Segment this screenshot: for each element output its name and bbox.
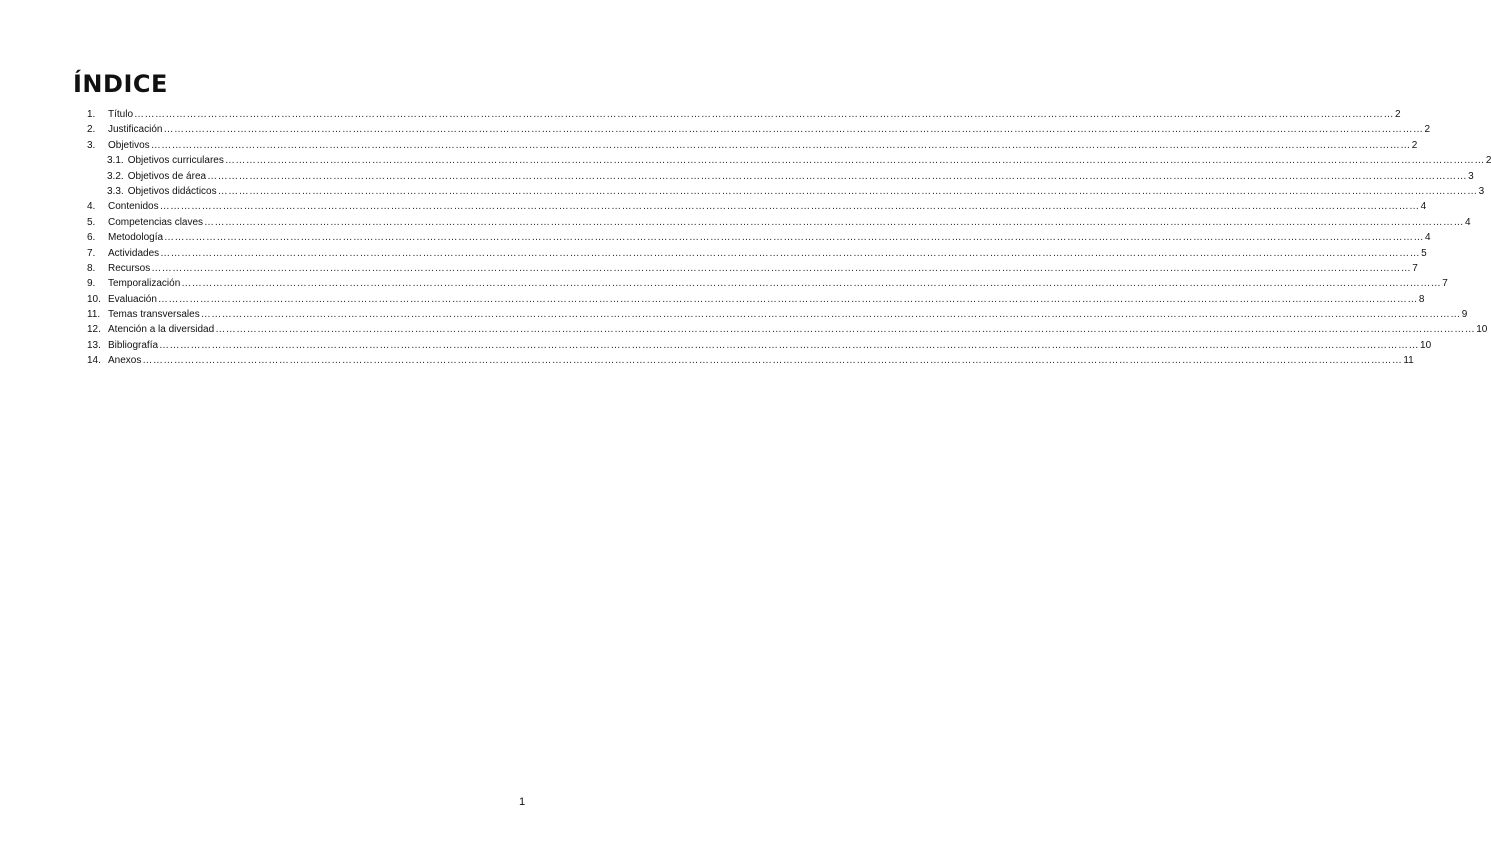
toc-entry-page: 10	[1420, 339, 1432, 351]
toc-dot-leader: ………………………………………………………………………………………………………………………………………………………………………………………………………………………………………………………………………………………………………………………………	[207, 170, 1468, 182]
toc-dot-leader: ………………………………………………………………………………………………………………………………………………………………………………………………………………………………………………………………………………………………………………………………	[163, 124, 1424, 136]
toc-dot-leader: ………………………………………………………………………………………………………………………………………………………………………………………………………………………………………………………………………………………………………………………………	[134, 109, 1395, 120]
toc-entry-page: 4	[1425, 232, 1431, 244]
toc-entry-number: 1.	[87, 109, 96, 120]
toc-entry-label: Competencias claves	[108, 216, 204, 228]
toc-entry-number: 13.	[87, 339, 101, 351]
toc-dot-leader: ………………………………………………………………………………………………………………………………………………………………………………………………………………………………………………………………………………………………………………………………	[157, 293, 1418, 305]
toc-dot-leader: ………………………………………………………………………………………………………………………………………………………………………………………………………………………………………………………………………………………………………………………………	[151, 262, 1412, 274]
toc-entry-label: Actividades	[108, 247, 160, 259]
toc-entry-page: 10	[1476, 324, 1488, 336]
toc-entry-number: 3.3.	[107, 185, 124, 197]
toc-entry[interactable]	[87, 107, 1401, 122]
toc-entry-number: 4.	[87, 201, 96, 213]
toc-dot-leader: ………………………………………………………………………………………………………………………………………………………………………………………………………………………………………………………………………………………………………………………………	[159, 201, 1420, 213]
toc-entry[interactable]	[87, 138, 1418, 153]
toc-entry-number: 11.	[87, 309, 101, 321]
toc-entry-label: Justificación	[108, 124, 163, 136]
toc-entry-label: Título	[108, 109, 134, 120]
page-title: ÍNDICE	[73, 70, 168, 98]
toc-entry[interactable]	[87, 276, 1448, 291]
toc-entry-label: Anexos	[108, 355, 142, 367]
toc-entry-label: Bibliografía	[108, 339, 159, 351]
toc-dot-leader: ………………………………………………………………………………………………………………………………………………………………………………………………………………………………………………………………………………………………………………………………	[159, 339, 1420, 351]
toc-entry[interactable]	[87, 199, 1427, 214]
toc-entry-label: Temas transversales	[108, 309, 200, 321]
toc-entry-number: 14.	[87, 355, 101, 367]
toc-entry-page: 7	[1412, 262, 1418, 274]
table-of-contents	[87, 107, 1491, 369]
toc-entry-number: 3.1.	[107, 155, 124, 167]
toc-entry-label: Objetivos de área	[127, 170, 207, 182]
toc-entry-page: 5	[1421, 247, 1427, 259]
toc-entry-label: Contenidos	[108, 201, 159, 213]
toc-entry-number: 6.	[87, 232, 96, 244]
toc-entry[interactable]	[87, 322, 1488, 337]
toc-dot-leader: ………………………………………………………………………………………………………………………………………………………………………………………………………………………………………………………………………………………………………………………………	[217, 185, 1478, 197]
toc-dot-leader: ………………………………………………………………………………………………………………………………………………………………………………………………………………………………………………………………………………………………………………………………	[200, 309, 1461, 321]
toc-entry-page: 2	[1485, 155, 1491, 167]
toc-dot-leader: ………………………………………………………………………………………………………………………………………………………………………………………………………………………………………………………………………………………………………………………………	[164, 232, 1425, 244]
toc-entry-number: 3.2.	[107, 170, 124, 182]
toc-subentry[interactable]	[87, 153, 1491, 168]
toc-dot-leader: ………………………………………………………………………………………………………………………………………………………………………………………………………………………………………………………………………………………………………………………………	[204, 216, 1465, 228]
toc-entry[interactable]	[87, 338, 1432, 353]
toc-dot-leader: ………………………………………………………………………………………………………………………………………………………………………………………………………………………………………………………………………………………………………………………………	[150, 139, 1411, 151]
toc-entry[interactable]	[87, 261, 1418, 276]
toc-dot-leader: ………………………………………………………………………………………………………………………………………………………………………………………………………………………………………………………………………………………………………………………………	[181, 278, 1442, 290]
toc-entry-label: Recursos	[108, 262, 151, 274]
toc-entry-label: Atención a la diversidad	[108, 324, 215, 336]
toc-entry[interactable]	[87, 307, 1468, 322]
toc-entry-number: 2.	[87, 124, 96, 136]
toc-entry-page: 3	[1468, 170, 1474, 182]
toc-dot-leader: ………………………………………………………………………………………………………………………………………………………………………………………………………………………………………………………………………………………………………………………………	[142, 355, 1403, 367]
toc-subentry[interactable]	[87, 184, 1485, 199]
toc-entry-page: 2	[1424, 124, 1431, 136]
toc-entry-number: 7.	[87, 247, 96, 259]
toc-entry-number: 9.	[87, 278, 96, 290]
toc-entry[interactable]	[87, 292, 1425, 307]
page-number: 1	[519, 796, 526, 808]
toc-entry-page: 9	[1461, 309, 1468, 321]
toc-entry-page: 3	[1478, 185, 1485, 197]
toc-dot-leader: ………………………………………………………………………………………………………………………………………………………………………………………………………………………………………………………………………………………………………………………………	[215, 324, 1476, 336]
toc-entry-number: 5.	[87, 216, 96, 228]
toc-entry-page: 8	[1418, 293, 1425, 305]
toc-entry-label: Objetivos didácticos	[127, 185, 217, 197]
toc-entry-page: 7	[1442, 278, 1448, 290]
toc-entry-label: Metodología	[108, 232, 164, 244]
toc-subentry[interactable]	[87, 169, 1474, 184]
toc-entry-page: 11	[1403, 355, 1414, 367]
toc-entry-label: Objetivos	[108, 139, 150, 151]
toc-entry[interactable]	[87, 122, 1431, 137]
toc-entry[interactable]	[87, 230, 1431, 245]
toc-entry-page: 4	[1465, 216, 1471, 228]
toc-entry-page: 2	[1395, 109, 1401, 120]
toc-entry-page: 2	[1411, 139, 1418, 151]
toc-entry-label: Objetivos curriculares	[127, 155, 224, 167]
toc-entry[interactable]	[87, 353, 1414, 368]
toc-entry-label: Temporalización	[108, 278, 181, 290]
toc-entry-number: 10.	[87, 293, 101, 305]
toc-entry-page: 4	[1420, 201, 1427, 213]
toc-entry-number: 12.	[87, 324, 101, 336]
toc-dot-leader: ………………………………………………………………………………………………………………………………………………………………………………………………………………………………………………………………………………………………………………………………	[160, 247, 1421, 259]
toc-entry-number: 3.	[87, 139, 96, 151]
toc-entry[interactable]	[87, 215, 1471, 230]
toc-entry-number: 8.	[87, 262, 96, 274]
toc-dot-leader: ………………………………………………………………………………………………………………………………………………………………………………………………………………………………………………………………………………………………………………………………	[224, 155, 1485, 167]
toc-entry-label: Evaluación	[108, 293, 157, 305]
toc-entry[interactable]	[87, 246, 1427, 261]
